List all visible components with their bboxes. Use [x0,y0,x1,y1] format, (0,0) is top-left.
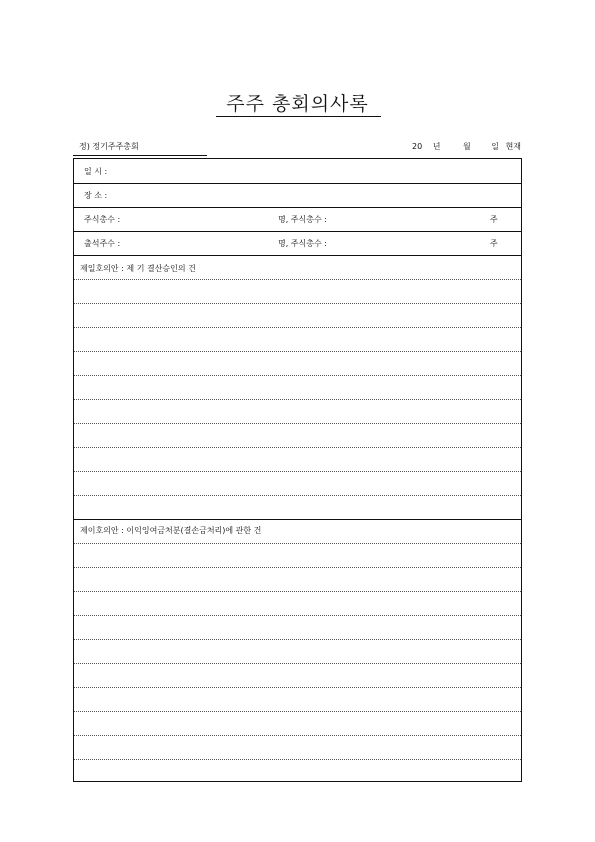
info-row-place [74,184,521,208]
writing-line [74,759,521,760]
attending-shares-label: 출석주수 : [84,239,121,248]
writing-line [74,303,521,304]
writing-line [74,615,521,616]
writing-line [74,687,521,688]
info-row-attending-shares [74,232,521,256]
writing-line [74,639,521,640]
writing-line [74,399,521,400]
writing-line [74,711,521,712]
place-label: 장 소 : [84,191,108,200]
info-row-datetime [74,159,521,184]
attending-shares-unit: 주 [490,239,498,248]
attending-shares-mid: 명, 주식총수 : [278,239,327,248]
meeting-type: 정) 정기주주총회 [79,142,139,151]
writing-line [74,735,521,736]
writing-line [74,279,521,280]
date-month-unit: 월 [463,142,471,151]
as-of-date [412,141,521,152]
title-underline [216,116,381,117]
date-year: 20 [412,142,423,151]
writing-line [74,375,521,376]
date-day-unit: 일 [491,142,500,151]
writing-line [74,327,521,328]
writing-line [74,423,521,424]
writing-line [74,447,521,448]
document-title: 주주 총회의사록 [226,93,369,115]
minutes-form [73,158,522,782]
date-year-unit: 년 [432,142,441,151]
writing-line [74,543,521,544]
total-shares-label: 주식총수 : [84,215,121,224]
meeting-type-underline [73,155,207,156]
writing-line [74,567,521,568]
writing-line [74,351,521,352]
datetime-label: 일 시 : [84,167,108,176]
date-suffix: 현재 [505,142,522,151]
agenda-1-heading: 제일호의안 : 제 기 결산승인의 건 [80,264,196,273]
writing-line [74,471,521,472]
writing-line [74,663,521,664]
agenda-2-heading: 제이호의안 : 이익잉여금처분(결손금처리)에 관한 건 [80,526,262,535]
total-shares-mid: 명, 주식총수 : [278,215,327,224]
writing-line [74,591,521,592]
total-shares-unit: 주 [490,215,498,224]
section-divider [74,519,521,520]
writing-line [74,495,521,496]
info-row-total-shares [74,208,521,232]
